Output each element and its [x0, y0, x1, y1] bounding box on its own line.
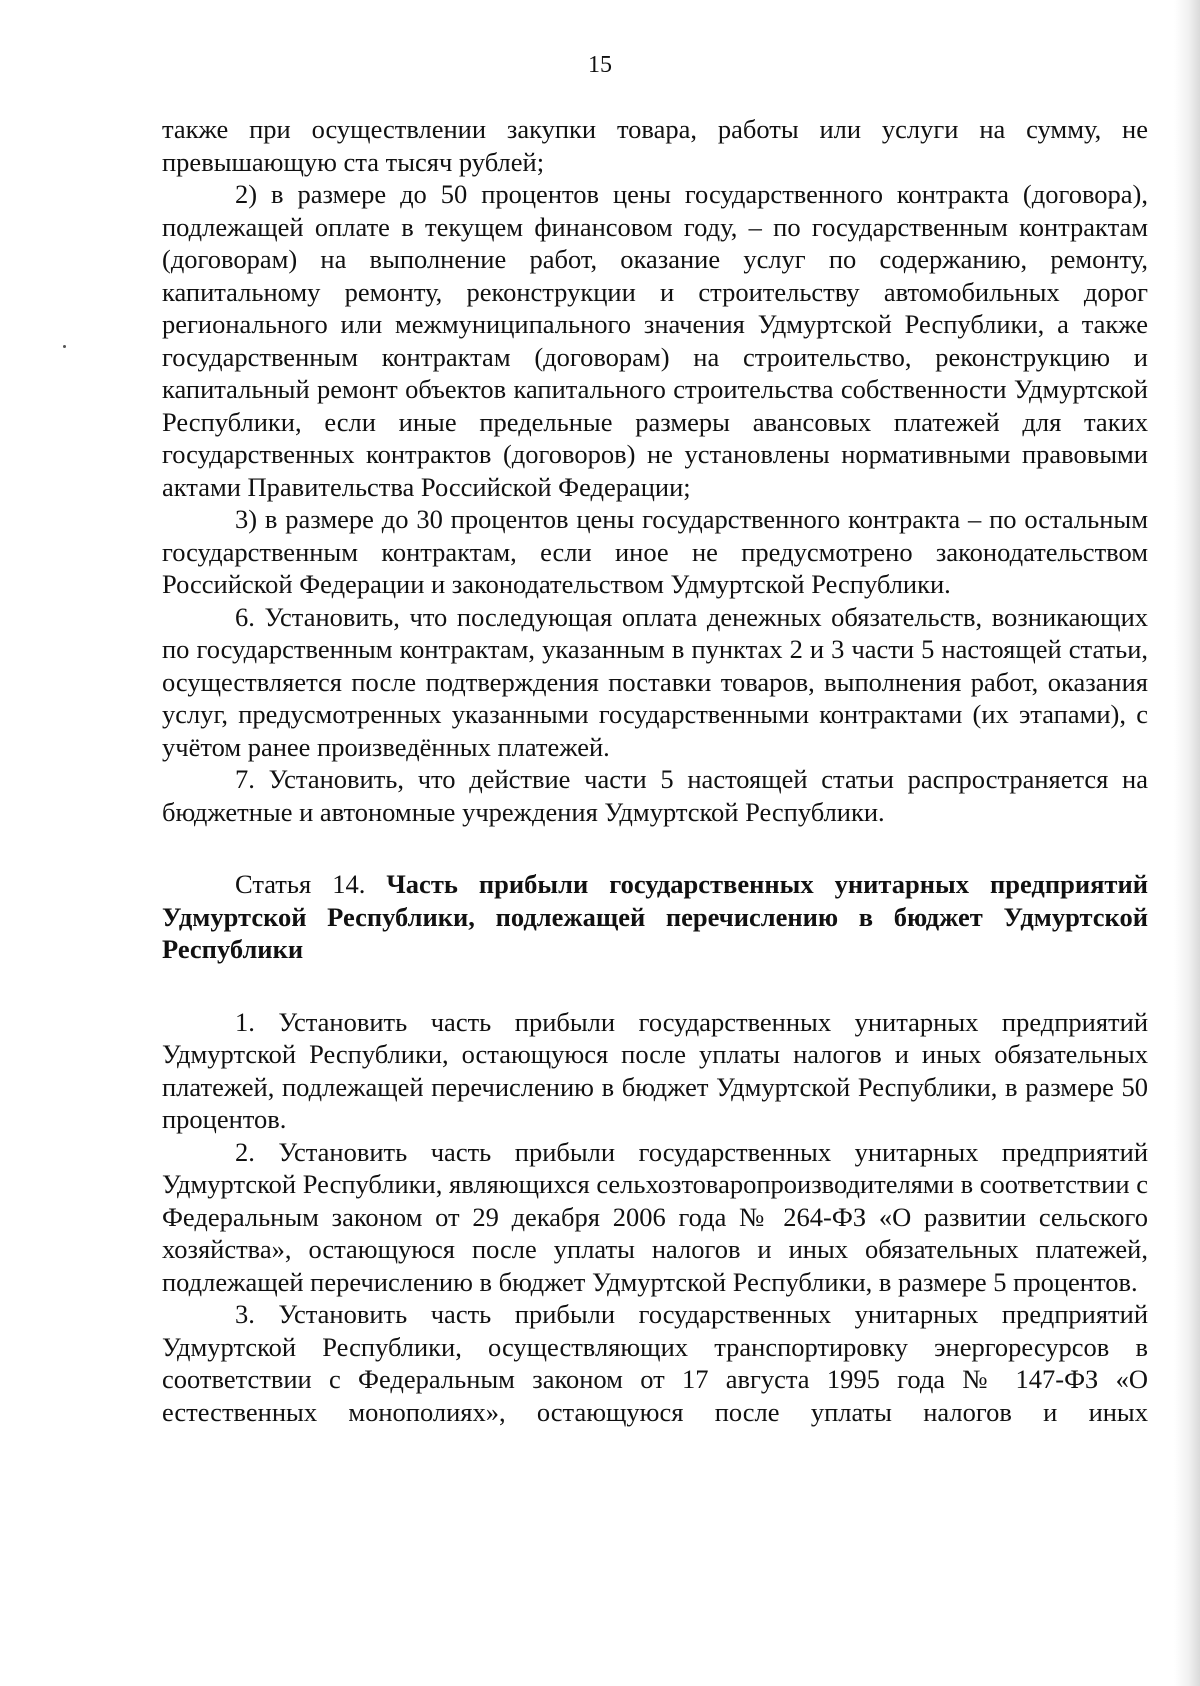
- scan-speck: [63, 345, 66, 348]
- scan-edge-shadow: [1174, 0, 1200, 1686]
- paragraph-part-7: 7. Установить, что действие части 5 настоящей статьи распространяется на бюджетные и автономные учреждения Удмуртской Республики.: [162, 764, 1148, 827]
- paragraph-item-2: 2) в размере до 50 процентов цены государственного контракта (договора), подлежащей оплате в текущем финансовом году, – по государственным контрактам (договорам) на выполнение работ, оказание услуг по содержанию, ремонту, капитальному ремонту, реконструкции и строительству автомобильных дорог регионального или межмуниципального значения Удмуртской Республики, а также государственным контрактам (договорам) на строительство, реконструкцию и капитальный ремонт объектов капитального строительства собственности Удмуртской Республики, если иные предельные размеры авансовых платежей для таких государственных контрактов (договоров) не установлены нормативными правовыми актами Правительства Российской Федерации;: [162, 179, 1148, 502]
- page-number: 15: [588, 52, 612, 78]
- paragraph-article-part-1: 1. Установить часть прибыли государственных унитарных предприятий Удмуртской Республики, остающуюся после уплаты налогов и иных обязательных платежей, подлежащей перечислению в бюджет Удмуртской Республики, в размере 50 процентов.: [162, 1006, 1148, 1134]
- paragraph-continuation: также при осуществлении закупки товара, работы или услуги на сумму, не превышающую ста тысяч рублей;: [162, 114, 1148, 177]
- article-title: Часть прибыли государственных унитарных предприятий Удмуртской Республики, подлежащей перечислению в бюджет Удмуртской Республики: [162, 869, 1148, 964]
- article-heading: [162, 868, 1148, 966]
- paragraph-item-3: 3) в размере до 30 процентов цены государственного контракта – по остальным государственным контрактам, если иное не предусмотрено законодательством Российской Федерации и законодательством Удмуртской Республики.: [162, 504, 1148, 599]
- paragraph-article-part-2: 2. Установить часть прибыли государственных унитарных предприятий Удмуртской Республики, являющихся сельхозтоваропроизводителями в соответствии с Федеральным законом от 29 декабря 2006 года № 264-ФЗ «О развитии сельского хозяйства», остающуюся после уплаты налогов и иных обязательных платежей, подлежащей перечислению в бюджет Удмуртской Республики, в размере 5 процентов.: [162, 1136, 1148, 1297]
- document-body: [162, 113, 1148, 1428]
- paragraph-part-6: 6. Установить, что последующая оплата денежных обязательств, возникающих по государственным контрактам, указанным в пунктах 2 и 3 части 5 настоящей статьи, осуществляется после подтверждения поставки товаров, выполнения работ, оказания услуг, предусмотренных указанными государственными контрактами (их этапами), с учётом ранее произведённых платежей.: [162, 601, 1148, 762]
- paragraph-article-part-3: 3. Установить часть прибыли государственных унитарных предприятий Удмуртской Республики, осуществляющих транспортировку энергоресурсов в соответствии с Федеральным законом от 17 августа 1995 года № 147-ФЗ «О естественных монополиях», остающуюся после уплаты налогов и иных: [162, 1299, 1148, 1427]
- article-label: Статья 14.: [235, 869, 387, 899]
